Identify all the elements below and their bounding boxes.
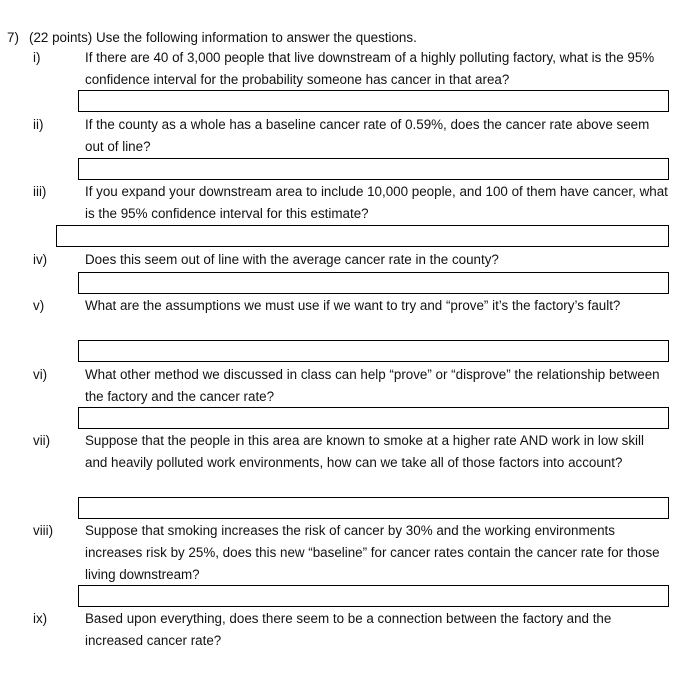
question-text: Based upon everything, does there seem to be a connection between the factory and the increased cancer rate?	[85, 611, 612, 648]
answer-box[interactable]	[78, 340, 669, 362]
question-text: What other method we discussed in class can help “prove” or “disprove” the relationship between the factory and the cancer rate?	[85, 367, 660, 404]
question-label: ii)	[33, 117, 44, 132]
question-text: What are the assumptions we must use if we want to try and “prove” it’s the factory’s fault?	[85, 298, 621, 313]
question-label: ix)	[33, 611, 48, 626]
problem-header	[7, 29, 417, 47]
problem-number: 7)	[7, 30, 19, 45]
answer-box[interactable]	[78, 272, 669, 294]
question-text: Does this seem out of line with the average cancer rate in the county?	[85, 252, 499, 267]
question-label: vi)	[33, 367, 48, 382]
question-text: If there are 40 of 3,000 people that live downstream of a highly polluting factory, what is the 95% confidence interval for the probability someone has cancer in that area?	[85, 50, 655, 87]
question-label: vii)	[33, 433, 51, 448]
question-text: If the county as a whole has a baseline cancer rate of 0.59%, does the cancer rate above seem out of line?	[85, 117, 650, 154]
problem-intro: (22 points) Use the following information to answer the questions.	[29, 30, 417, 45]
answer-box[interactable]	[78, 407, 669, 429]
question-label: v)	[33, 298, 45, 313]
question-text: Suppose that smoking increases the risk of cancer by 30% and the working environments increases risk by 25%, does this new “baseline” for cancer rates contain the cancer rate for those living downstream?	[85, 523, 660, 582]
answer-box[interactable]	[78, 585, 669, 607]
answer-box[interactable]	[56, 225, 669, 247]
answer-box[interactable]	[78, 90, 669, 112]
question-label: iv)	[33, 252, 48, 267]
question-text: Suppose that the people in this area are known to smoke at a higher rate AND work in low skill and heavily polluted work environments, how can we take all of those factors into account?	[85, 433, 644, 470]
answer-box[interactable]	[78, 158, 669, 180]
question-label: i)	[33, 50, 41, 65]
question-label: iii)	[33, 184, 47, 199]
question-text: If you expand your downstream area to include 10,000 people, and 100 of them have cancer, what is the 95% confidence interval for this estimate?	[85, 184, 668, 221]
answer-box[interactable]	[78, 497, 669, 519]
question-label: viii)	[33, 523, 54, 538]
